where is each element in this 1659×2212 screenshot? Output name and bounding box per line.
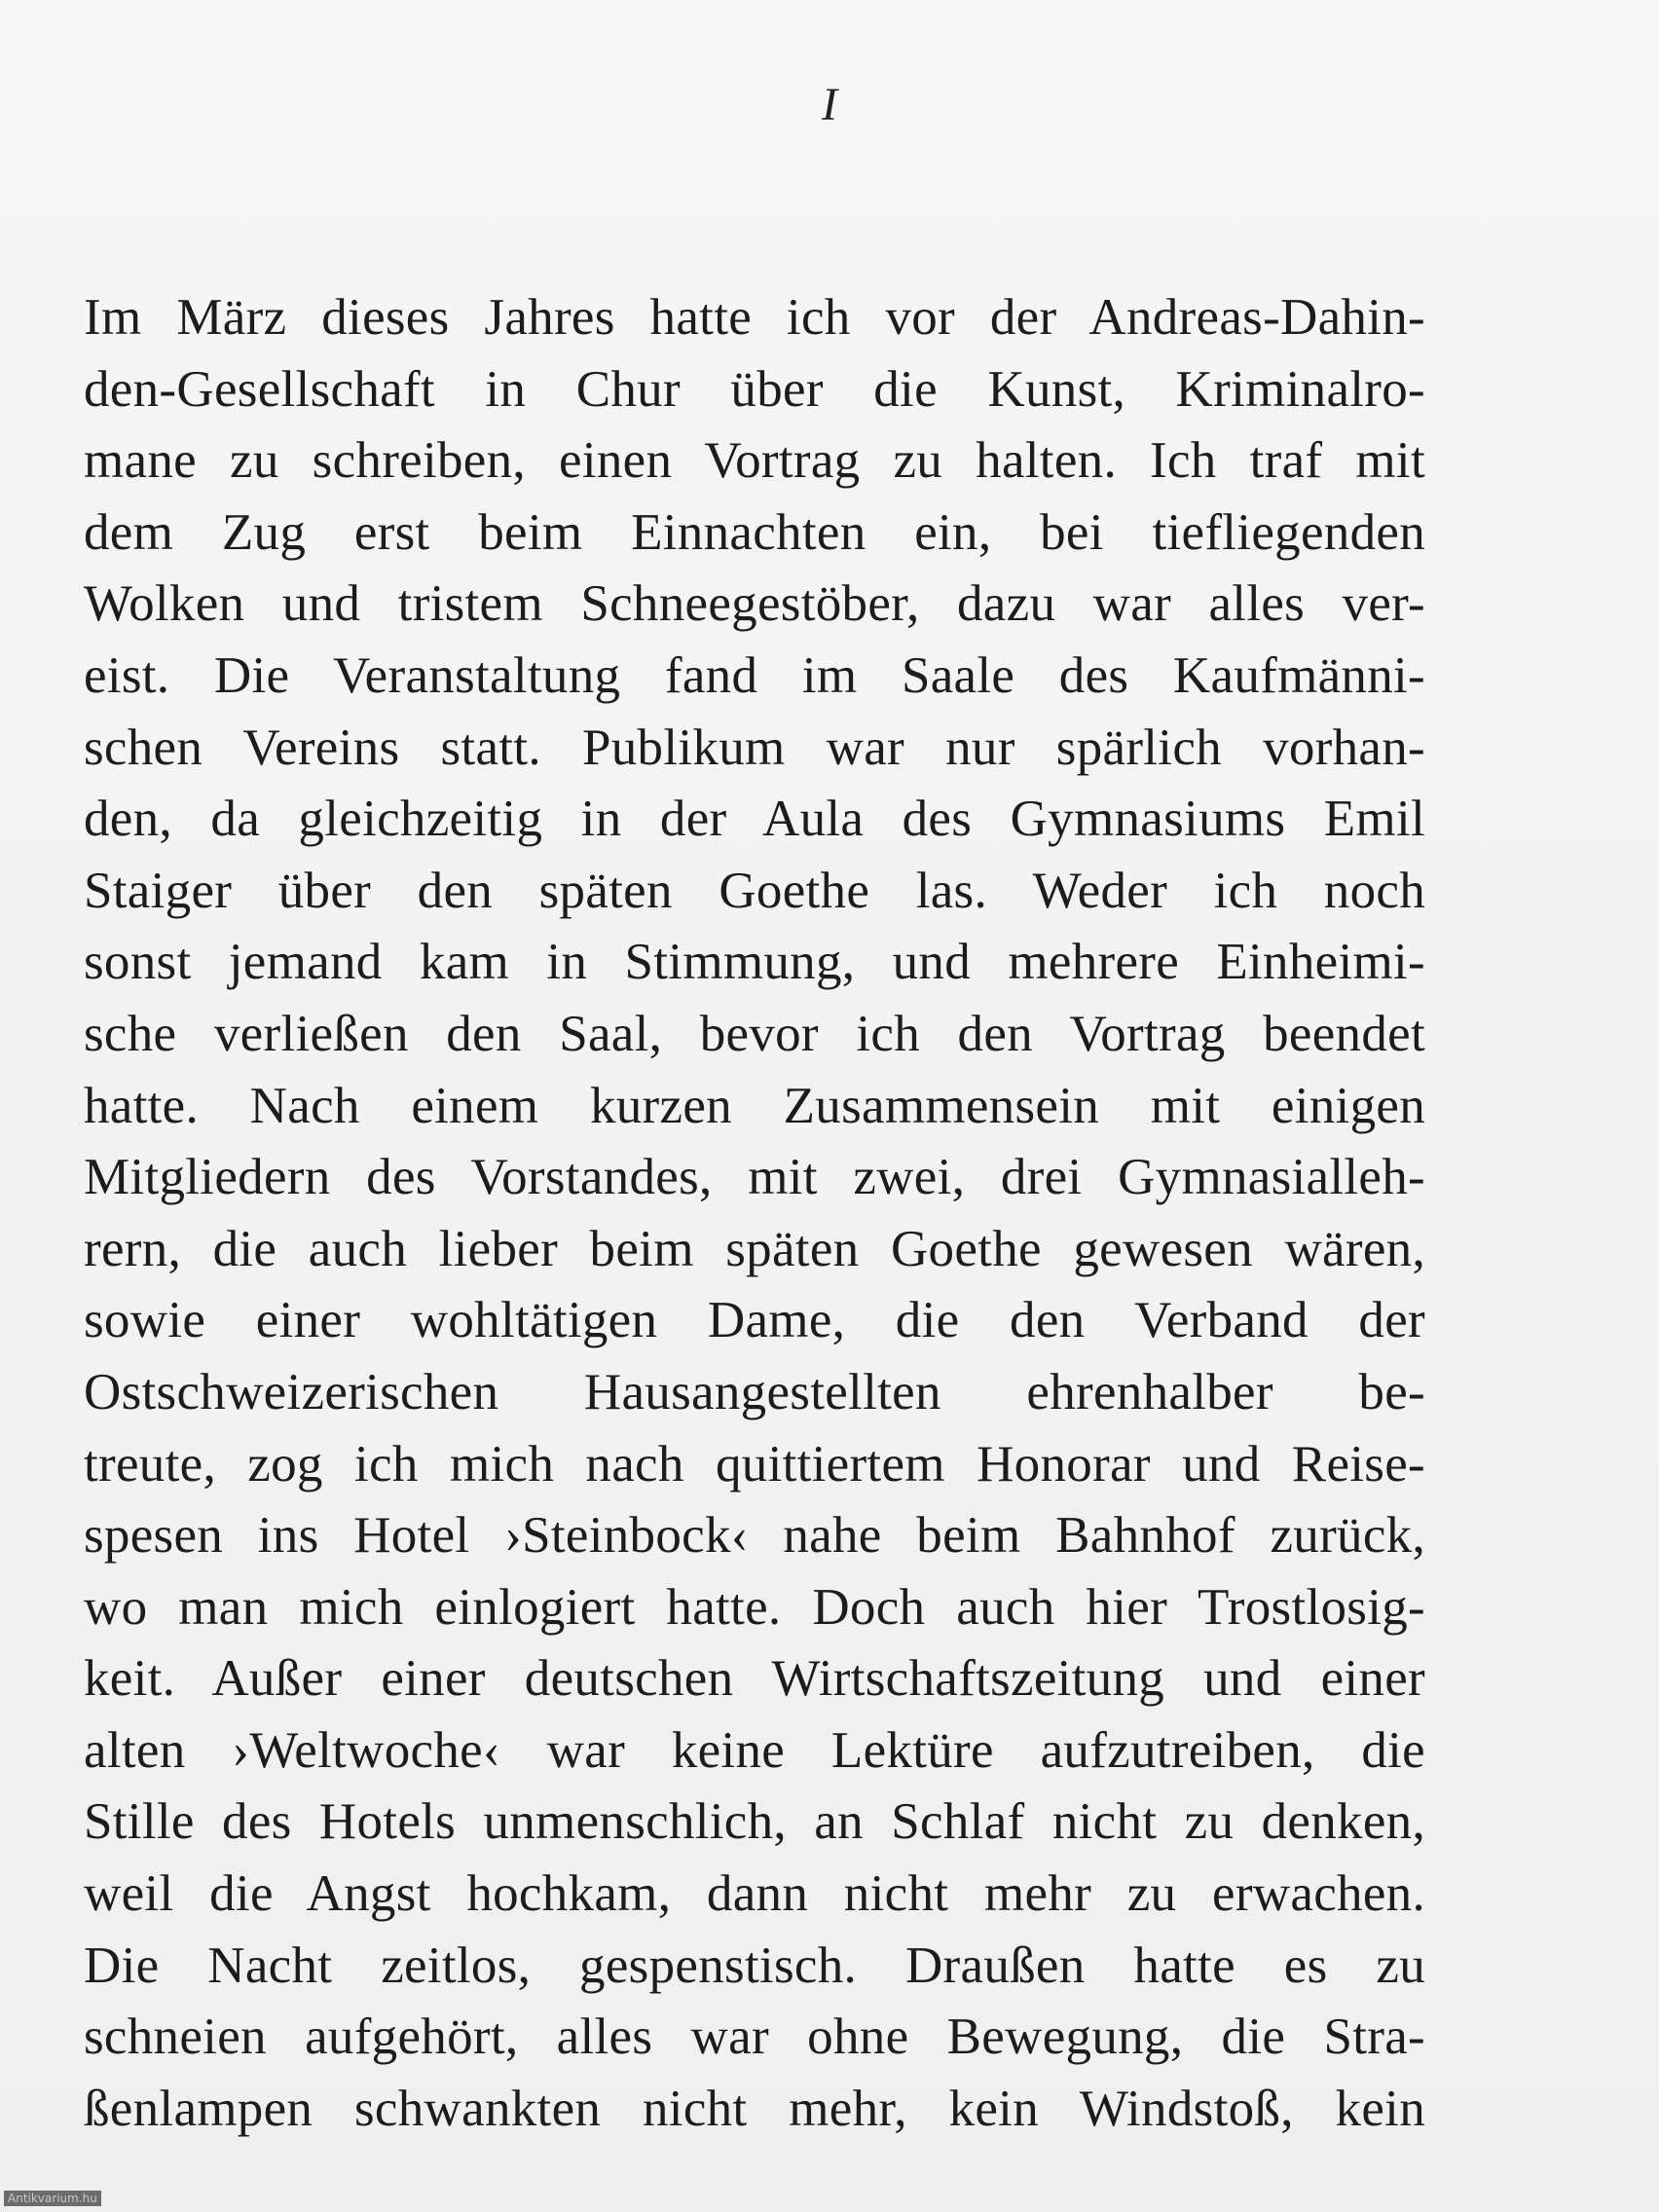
chapter-number: I bbox=[822, 79, 837, 130]
text-line: dem Zug erst beim Einnachten ein, bei tiefliegenden bbox=[84, 503, 1425, 561]
text-line: hatte. Nach einem kurzen Zusammensein mit einigen bbox=[84, 1077, 1425, 1134]
text-line: Im März dieses Jahres hatte ich vor der Andreas-Dahin- bbox=[84, 289, 1425, 346]
text-line: den, da gleichzeitig in der Aula des Gymnasiums Emil bbox=[84, 791, 1425, 848]
text-line: schneien aufgehört, alles war ohne Bewegung, die Stra- bbox=[84, 2009, 1425, 2066]
text-line: Ostschweizerischen Hausangestellten ehrenhalber be- bbox=[84, 1363, 1425, 1420]
text-line: sonst jemand kam in Stimmung, und mehrere Einheimi- bbox=[84, 934, 1425, 991]
text-line: schen Vereins statt. Publikum war nur spärlich vorhan- bbox=[84, 719, 1425, 776]
text-line: Stille des Hotels unmenschlich, an Schlaf nicht zu denken, bbox=[84, 1793, 1425, 1851]
text-line: rern, die auch lieber beim späten Goethe gewesen wären, bbox=[84, 1220, 1425, 1277]
text-line: Die Nacht zeitlos, gespenstisch. Draußen hatte es zu bbox=[84, 1936, 1425, 1994]
text-line: Wolken und tristem Schneegestöber, dazu war alles ver- bbox=[84, 575, 1425, 633]
text-line: spesen ins Hotel ›Steinbock‹ nahe beim Bahnhof zurück, bbox=[84, 1507, 1425, 1565]
text-line: wo man mich einlogiert hatte. Doch auch hier Trostlosig- bbox=[84, 1578, 1425, 1636]
text-line: ßenlampen schwankten nicht mehr, kein Windstoß, kein bbox=[84, 2080, 1425, 2137]
text-line: weil die Angst hochkam, dann nicht mehr zu erwachen. bbox=[84, 1865, 1425, 1923]
text-line: sowie einer wohltätigen Dame, die den Verband der bbox=[84, 1292, 1425, 1349]
text-line: Staiger über den späten Goethe las. Weder ich noch bbox=[84, 862, 1425, 919]
text-line: eist. Die Veranstaltung fand im Saale des Kaufmänni- bbox=[84, 646, 1425, 704]
body-text bbox=[84, 282, 1425, 2145]
text-line: sche verließen den Saal, bevor ich den Vortrag beendet bbox=[84, 1005, 1425, 1062]
text-line: keit. Außer einer deutschen Wirtschaftszeitung und einer bbox=[84, 1650, 1425, 1708]
text-line: alten ›Weltwoche‹ war keine Lektüre aufzutreiben, die bbox=[84, 1721, 1425, 1779]
text-line: mane zu schreiben, einen Vortrag zu halten. Ich traf mit bbox=[84, 432, 1425, 490]
text-line: Mitgliedern des Vorstandes, mit zwei, drei Gymnasialleh- bbox=[84, 1149, 1425, 1206]
watermark: Antikvarium.hu bbox=[4, 2191, 101, 2206]
text-line: treute, zog ich mich nach quittiertem Honorar und Reise- bbox=[84, 1435, 1425, 1493]
text-line: den-Gesellschaft in Chur über die Kunst, Kriminalro- bbox=[84, 360, 1425, 418]
